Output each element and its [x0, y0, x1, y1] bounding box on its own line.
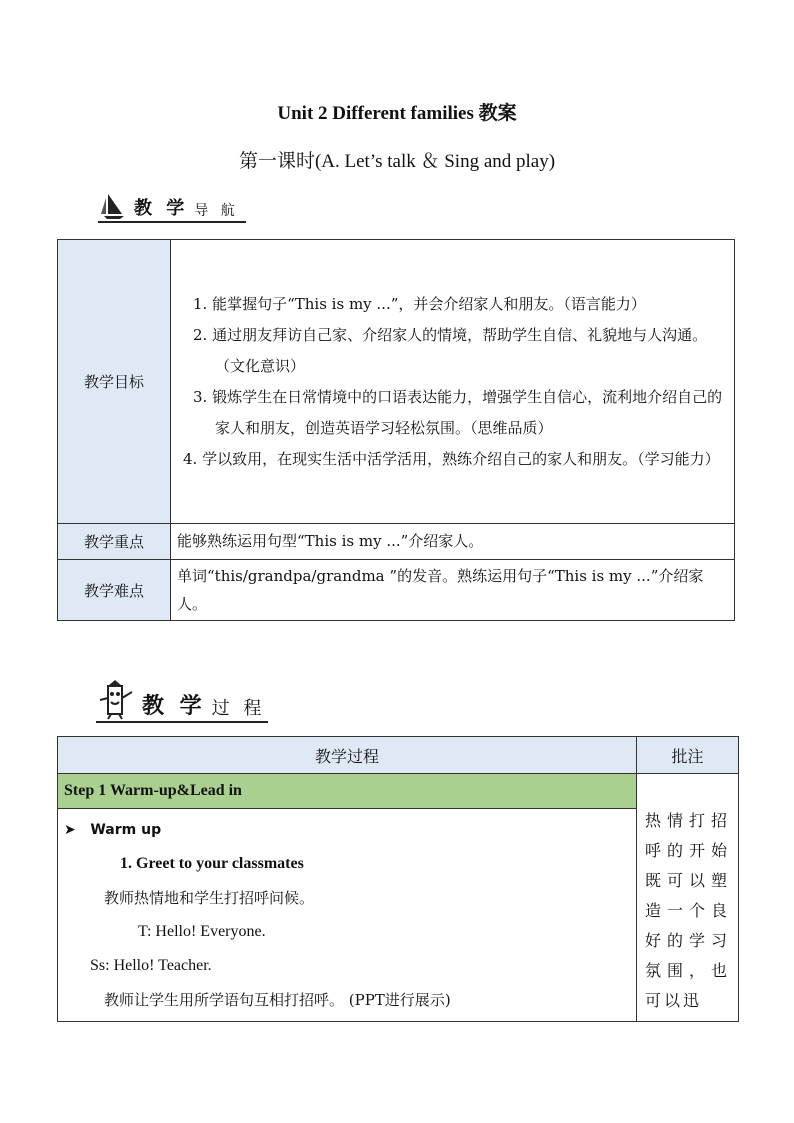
arrow-bullet-icon: ➤ [64, 822, 76, 838]
row-label: 教学难点 [58, 560, 171, 621]
objective-item: 1. 能掌握句子“This is my ...”，并会介绍家人和朋友。（语言能力） [193, 294, 646, 313]
banner-title: 教 学 [134, 198, 189, 219]
table-row [58, 524, 735, 560]
sailboat-icon [98, 190, 128, 220]
bullet-label: Warm up [90, 822, 162, 838]
document-subtitle: 第一课时(A. Let’s talk ＆ Sing and play) [238, 151, 556, 172]
table-row [58, 774, 739, 809]
dialogue-line: T: Hello! Everyone. [138, 923, 266, 940]
process-table [57, 736, 739, 1022]
note-header: 批注 [637, 737, 739, 774]
table-row [58, 737, 739, 774]
note-content: 热情打招呼的开始既可以塑造一个良好的学习氛围，也可以迅 [637, 774, 739, 1022]
table-row [58, 560, 735, 621]
document-title: Unit 2 Different families 教案 [277, 103, 517, 124]
objective-item: 2. 通过朋友拜访自己家、介绍家人的情境，帮助学生自信、礼貌地与人沟通。（文化意识） [193, 325, 708, 375]
table-row [58, 809, 739, 1022]
row-label: 教学重点 [58, 524, 171, 560]
banner-subtitle: 过 程 [211, 698, 266, 719]
process-header: 教学过程 [58, 737, 637, 774]
objective-item: 3. 锻炼学生在日常情境中的口语表达能力，增强学生自信心，流利地介绍自己的家人和朋友，创造英语学习轻松氛围。（思维品质） [193, 387, 723, 437]
dialogue-line: Ss: Hello! Teacher. [90, 957, 212, 974]
banner-underline [96, 721, 268, 723]
objective-item: 4. 学以致用，在现实生活中活学活用，熟练介绍自己的家人和朋友。（学习能力） [183, 449, 720, 468]
key-points-content: 能够熟练运用句型“This is my ...”介绍家人。 [171, 524, 735, 560]
objectives-table [57, 239, 735, 621]
banner-title: 教 学 [142, 694, 206, 719]
table-row [58, 240, 735, 524]
bullet-line [64, 813, 630, 847]
pencil-figure-icon [96, 680, 136, 720]
difficulties-content: 单词“this/grandpa/grandma ”的发音。熟练运用句子“This is my ...”介绍家人。 [171, 560, 735, 621]
banner-underline [98, 221, 246, 223]
row-label: 教学目标 [58, 240, 171, 524]
teaching-navigation-banner [98, 190, 239, 220]
banner-subtitle: 导 航 [194, 203, 239, 219]
body-line: 教师让学生用所学语句互相打招呼。 (PPT进行展示) [104, 991, 451, 1009]
objectives-content [171, 240, 735, 524]
teaching-process-banner [96, 680, 265, 720]
body-line: 教师热情地和学生打招呼问候。 [104, 889, 315, 907]
step-heading: Step 1 Warm-up&Lead in [58, 774, 637, 809]
step-body [58, 809, 637, 1022]
sub-heading: 1. Greet to your classmates [120, 855, 304, 872]
